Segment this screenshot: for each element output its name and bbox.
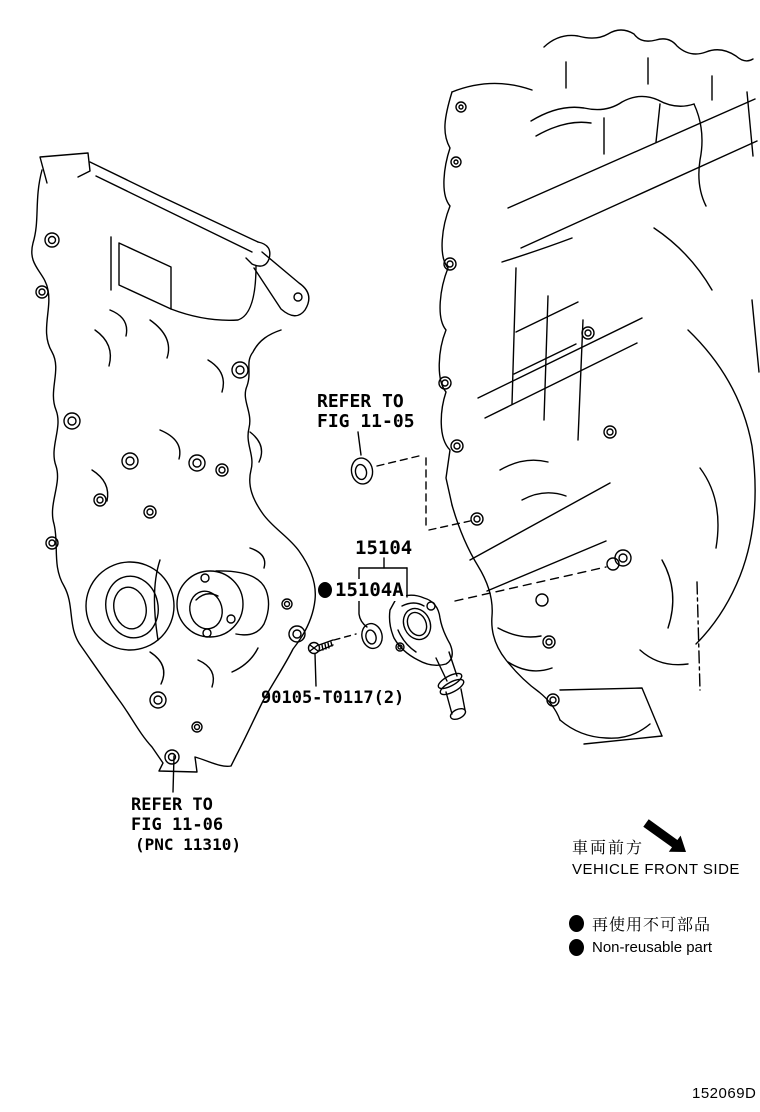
legend-label-en: Non-reusable part (592, 939, 713, 956)
legend-row-en (569, 939, 712, 956)
o-ring-fig-11-05 (349, 456, 374, 485)
o-ring-15104a (359, 621, 384, 650)
timing-cover-drawing (32, 153, 316, 772)
refer-11-05-line2: FIG 11-05 (317, 411, 415, 432)
refer-11-05-line1: REFER TO (317, 391, 404, 412)
callout-part-15104a (316, 579, 406, 601)
callout-refer-fig-11-05 (317, 392, 415, 432)
refer-11-06-line2: FIG 11-06 (131, 815, 224, 835)
non-reusable-bullet-icon (569, 915, 584, 932)
part-15104a-label: 15104A (335, 579, 404, 601)
orientation-label-en: VEHICLE FRONT SIDE (572, 861, 740, 878)
legend (569, 912, 712, 960)
callout-part-15104: 15104 (355, 537, 413, 559)
callout-refer-fig-11-06 (131, 795, 241, 855)
callout-bolt-part: 90105-T0117(2) (261, 688, 405, 708)
refer-11-06-line1: REFER TO (131, 795, 213, 815)
legend-row-jp (569, 912, 712, 935)
orientation-label (572, 835, 740, 878)
non-reusable-bullet-icon (318, 582, 332, 598)
orientation-label-jp: 車両前方 (572, 840, 645, 857)
legend-label-jp: 再使用不可部品 (592, 917, 712, 934)
non-reusable-bullet-icon (569, 939, 584, 956)
refer-11-06-line3: (PNC 11310) (135, 835, 241, 854)
figure-code: 152069D (692, 1085, 757, 1102)
bolt-drawing (309, 640, 334, 654)
engine-block-drawing (439, 30, 759, 744)
